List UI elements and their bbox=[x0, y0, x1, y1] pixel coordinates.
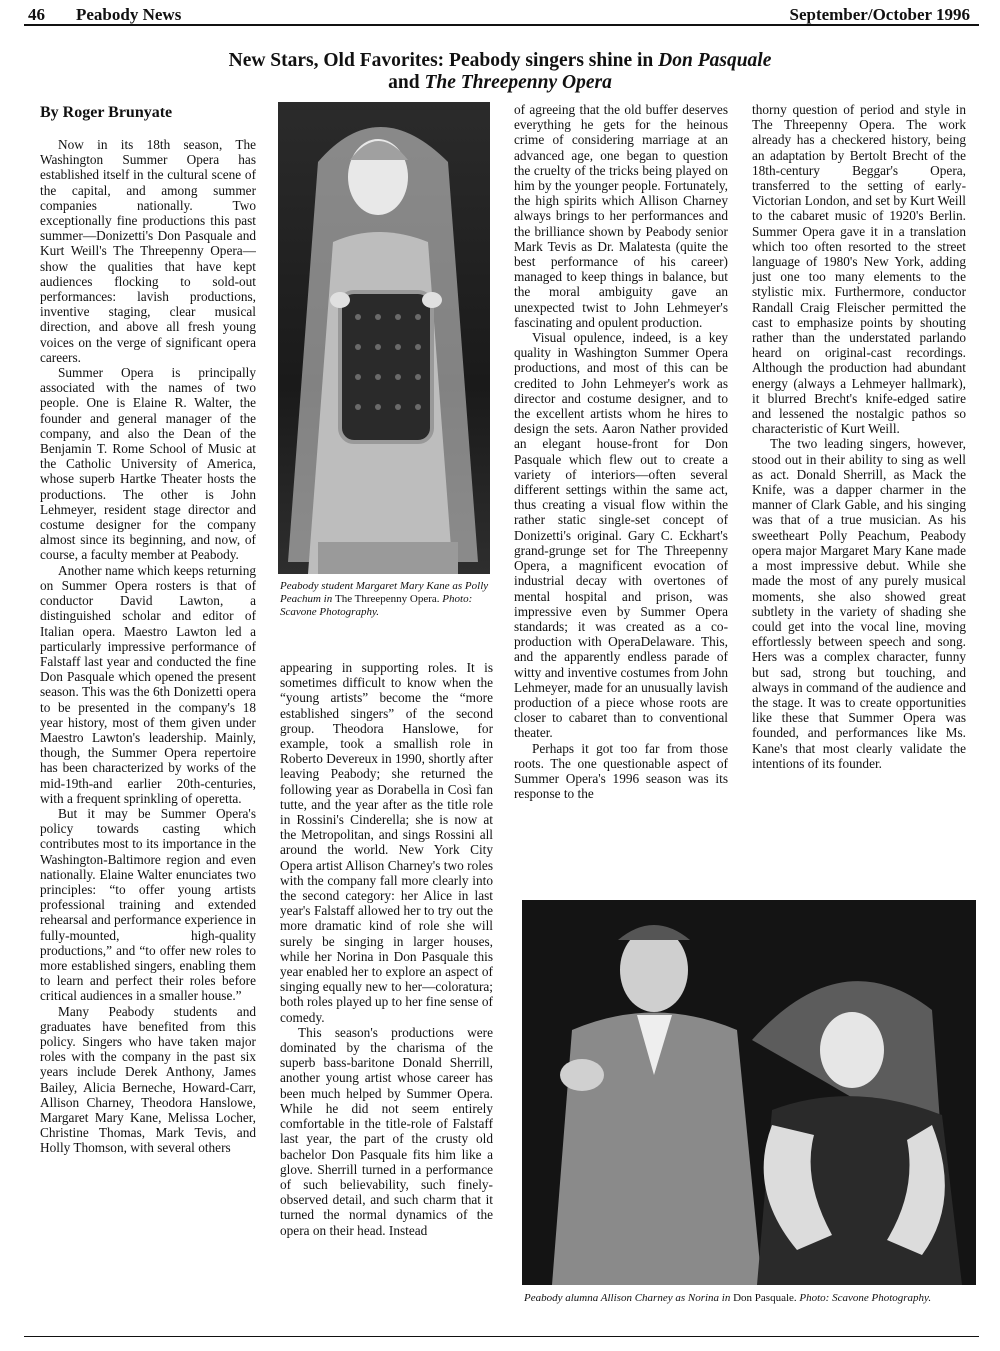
title-line1: New Stars, Old Favorites: Peabody singers shine in Don Pasquale bbox=[228, 50, 772, 71]
column-4 bbox=[752, 102, 966, 882]
photo-don-pasquale bbox=[522, 900, 976, 1285]
don-pasquale-image bbox=[522, 900, 976, 1285]
header-rule bbox=[24, 24, 979, 26]
byline: By Roger Brunyate bbox=[40, 104, 173, 121]
paragraph: Visual opulence, indeed, is a key quality in Washington Summer Opera productions, and most of this can be credited to John Lehmeyer's work as director and costume designer, and to the excellent artists whom he hires to design the sets. Aaron Nather provided an elegant house-front for Don Pasquale which flew out to create a variety of interiors—often several different settings within the same act, thus creating a visual flow within the rather static single-set concept of Donizetti's original. Gary C. Eckhart's grand-grunge set for The Threepenny Opera, a magnificent evocation of industrial decay with overtones of mental hospital and prison, was impressive even by Summer Opera standards; it was created as a co-production with OperaDelaware. This, and the apparently endless parade of witty and inventive costumes from John Lehmeyer, made for an unusually lavish production of a piece whose roots are closer to cabaret than to conventional theater. bbox=[514, 330, 728, 741]
column-3 bbox=[514, 102, 728, 894]
issue-date: September/October 1996 bbox=[789, 5, 970, 24]
paragraph: Summer Opera is principally associated with the names of two people. One is Elaine R. Walter, the founder and general manager of the company, and also the Dean of the Benjamin T. Rome School of Music at the Catholic University of America, whose superb Hartke Theater hosts the productions. The other is John Lehmeyer, resident stage director and costume designer for the company almost since its beginning, and now, of course, a faculty member at Peabody. bbox=[40, 365, 256, 563]
article-title bbox=[60, 50, 940, 94]
paragraph: The two leading singers, however, stood out in their ability to sing as well as act. Donald Sherrill, as Mack the Knife, was a dapper charmer in the manner of Clark Gable, and his singing was that of a true musician. As his sweetheart Polly Peachum, Peabody opera major Margaret Mary Kane made a most impressive debut. While she made the most of any purely musical moments, she also showed great subtlety in the variety of shading she could get into the vocal line, moving effortlessly between speech and song. Hers was a complex character, funny but sad, strong but touching, and always in command of the audience and the stage. It was to create opportunities like these that Summer Opera was founded, and performances like Ms. Kane's that most clearly validate the intentions of its founder. bbox=[752, 436, 966, 771]
photo2-caption: Peabody alumna Allison Charney as Norina in Don Pasquale. Photo: Scavone Photography. bbox=[524, 1292, 932, 1304]
publication-name: Peabody News bbox=[76, 5, 182, 24]
paragraph: But it may be Summer Opera's policy towards casting which contributes most to its importance in the Washington-Baltimore region and even nationally. Elaine Walter enunciates two principles: “to offer young artists professional training and extended rehearsal and performance experience in fully-mounted, high-quality productions,” and “to offer new roles to more established singers, enabling them to learn and perfect their roles before critical audiences in a smaller house.” bbox=[40, 805, 256, 1004]
paragraph: Another name which keeps returning on Summer Opera rosters is that of conductor David Lawton, a distinguished scholar and editor of Italian opera. Maestro Lawton led a particularly impressive performance of Falstaff last year and conducted the fine Don Pasquale which opened the present season. This was the 6th Donizetti opera to be presented in the company's 18 year history, most of them given under Maestro Lawton's leadership. Mainly, though, the Summer Opera repertoire has been characterized by works of the mid-19th-and earlier 20th-centuries, with a frequent sprinkling of operetta. bbox=[40, 562, 256, 806]
paragraph: This season's productions were dominated by the charisma of the superb bass-baritone Donald Sherrill, another young artist whose career has been much helped by Summer Opera. While he did not seem entirely comfortable in the title-role of Falstaff last year, the part of the crusty old bachelor Don Pasquale fits him like a glove. Sherrill turned in a performance of such believability, such finely-observed detail, and such charm that it turned the normal dynamics of the opera on their head. Instead bbox=[280, 1024, 493, 1238]
footer-rule bbox=[24, 1336, 979, 1337]
paragraph: Many Peabody students and graduates have benefited from this policy. Singers who have taken major roles with the company in the past six years include Derek Anthony, James Bailey, Alicia Berneche, Howard-Carr, Allison Charney, Theodora Hanslowe, Margaret Mary Kane, Melissa Locher, Christine Thomas, Mark Tevis, and Holly Thomson, with several others bbox=[40, 1003, 256, 1156]
page-number: 46 bbox=[28, 5, 45, 24]
column-1 bbox=[40, 137, 256, 1327]
column-2 bbox=[280, 660, 493, 1328]
polly-peachum-image bbox=[278, 102, 490, 574]
paragraph: thorny question of period and style in The Threepenny Opera. The work already has a checkered history, being an adaptation by Bertolt Brecht of the 18th-century Beggar's Opera, transferred to the setting of early- Victorian London, and set by Kurt Weill to the cabaret music of 1920's Berlin. Summer Opera gave it in a translation which too often resorted to the street language of 1980's New York, adding just one too many elements to the stylistic mix. Furthermore, conductor Randall Craig Fleischer permitted the cast to emphasize points by shouting rather than the understated parlando heard on original-cast recordings. Although the production had abundant energy (always a Lehmeyer hallmark), it blurred Brecht's knife-edged satire and lessened the nostalgic pathos so characteristic of Kurt Weill. bbox=[752, 102, 966, 437]
photo1-caption: Peabody student Margaret Mary Kane as Polly Peachum in The Threepenny Opera. Photo: Scavone Photography. bbox=[280, 580, 489, 618]
paragraph: of agreeing that the old buffer deserves everything he gets for the heinous crime of considering marriage at an advanced age, one began to question the cruelty of the tricks being played on him by the younger people. Fortunately, the high spirits which Allison Charney always brings to her performances and the brilliance shown by Peabody senior Mark Tevis as Dr. Malatesta (quite the best performance of his career) managed to keep things in balance, but the moral ambiguity gave an unexpected twist to John Lehmeyer's fascinating and opulent production. bbox=[514, 102, 728, 330]
photo-polly-peachum bbox=[278, 102, 490, 574]
title-line2: and The Threepenny Opera bbox=[388, 72, 612, 93]
paragraph: Now in its 18th season, The Washington Summer Opera has established itself in the cultural scene of the capital, and among summer companies nationally. Two exceptionally fine productions this past summer—Donizetti's Don Pasquale and Kurt Weill's The Threepenny Opera—show the qualities that have kept audiences flocking to sold-out performances: lavish productions, inventive staging, clear musical direction, and above all fresh young voices on the verge of significant opera careers. bbox=[40, 137, 256, 365]
paragraph: appearing in supporting roles. It is sometimes difficult to know when the “young artists” become the “more established singers” of the second group. Theodora Hanslowe, for example, took a smallish role in Roberto Devereux in 1990, shortly after leaving Peabody; she returned the following year as Dorabella in Così fan tutte, and the year after as the title role in Rossini's Cinderella; she is now at the Metropolitan, and sings Rossini all around the world. New York City Opera artist Allison Charney's two roles with the company fall more clearly into the second category: her Alice in last year's Falstaff allowed her to try out the more dramatic kind of role she will surely be singing in larger houses, while her Norina in Don Pasquale this year enabled her to explore an aspect of singing equally new to her—coloratura; both roles played up to her fine sense of comedy. bbox=[280, 660, 493, 1025]
paragraph: Perhaps it got too far from those roots. The one questionable aspect of Summer Opera's 1996 season was its response to the bbox=[514, 740, 728, 802]
